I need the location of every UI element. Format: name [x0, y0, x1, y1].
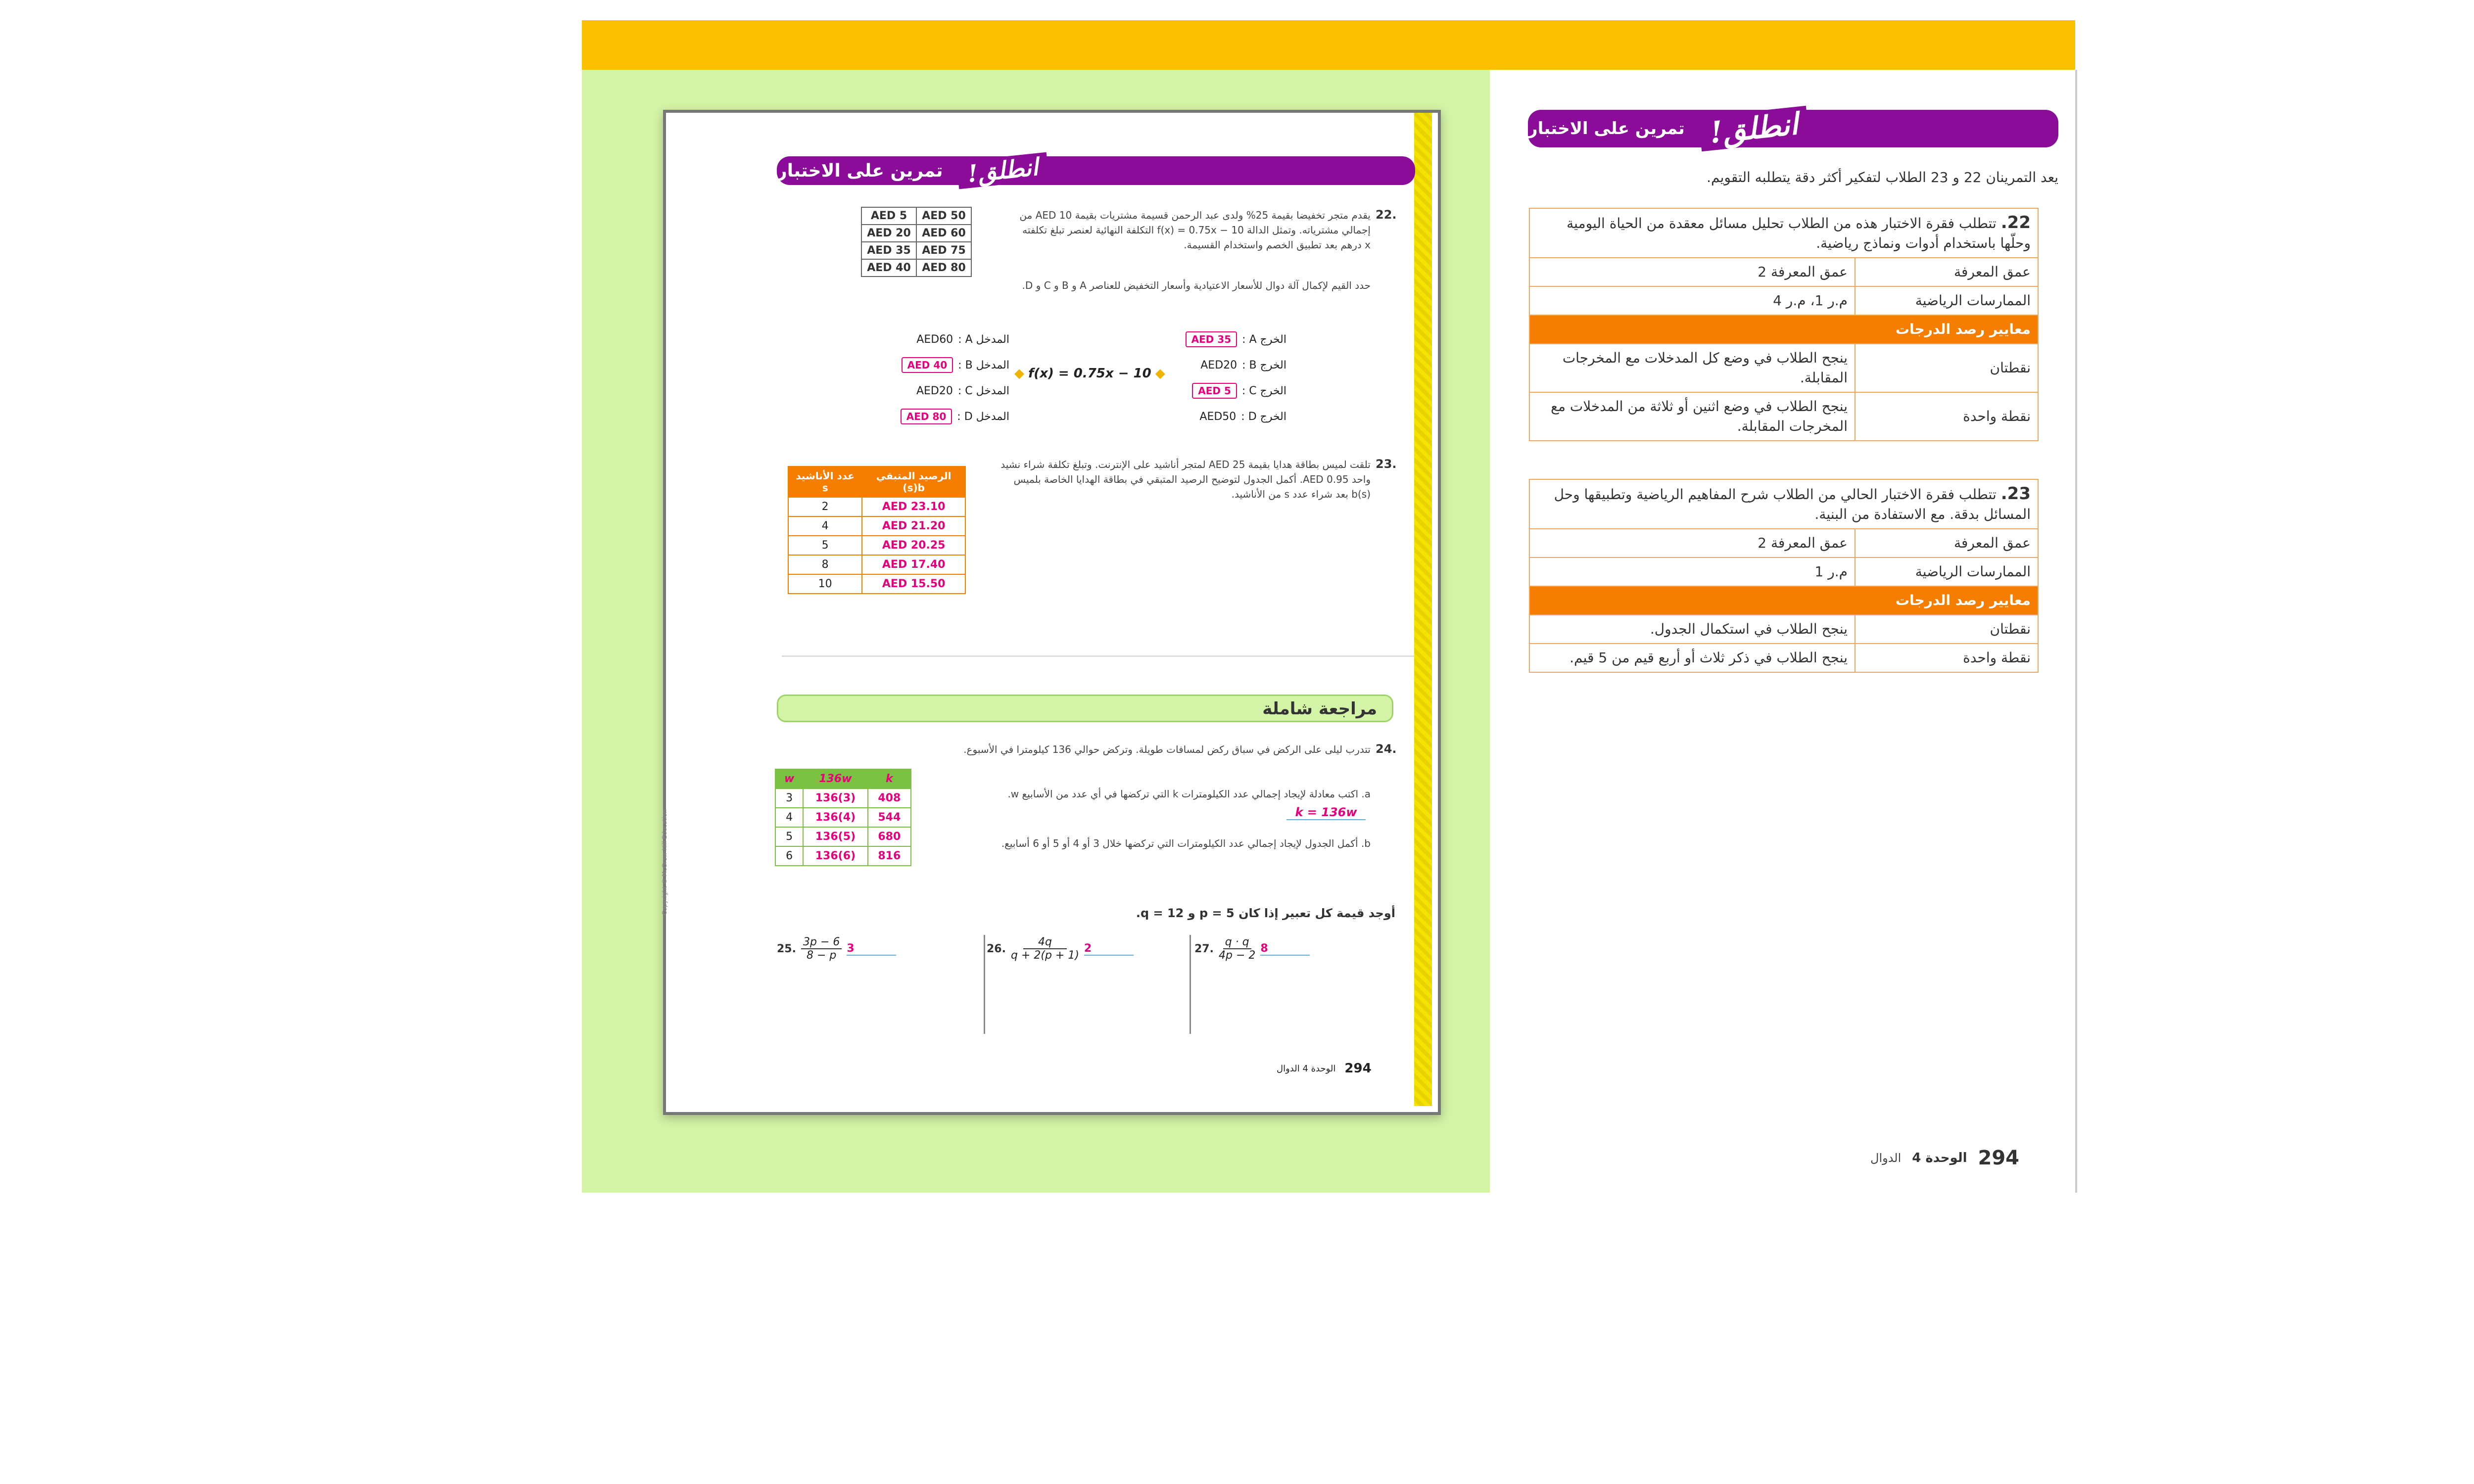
- table-row: م.ر 1، م.ر 4 الممارسات الرياضية: [1529, 286, 2038, 315]
- price-table: [861, 207, 972, 277]
- answer: 8: [1260, 942, 1310, 956]
- table-row: AED 40 AED 80: [861, 259, 971, 277]
- guide-footer-unit-sub: الدوال: [1870, 1151, 1902, 1165]
- machine-inputs: [891, 326, 1009, 429]
- guide-footer: [1870, 1147, 2019, 1169]
- machine-outputs: [1173, 326, 1286, 429]
- guide-q22-number: 22.: [2000, 213, 2031, 232]
- output-row: AED50 الخرج D :: [1199, 410, 1286, 423]
- q24b-text: b. أكمل الجدول لإيجاد إجمالي عدد الكيلومترات التي تركضها خلال 3 أو 4 أو 5 أو 6 أسابيع.: [1001, 837, 1371, 849]
- answer: 3: [847, 942, 896, 956]
- table-row: AED 5 AED 50: [861, 207, 971, 225]
- q23-number: 23.: [1376, 457, 1397, 471]
- guide-q23-block: [1529, 479, 2039, 673]
- input-row: AED 40 المدخل B :: [891, 352, 1009, 378]
- sheet-banner: [777, 153, 1415, 188]
- fraction: 4q q + 2(p + 1): [1010, 936, 1079, 962]
- table-row: 23. تتطلب فقرة الاختبار الحالي من الطلاب شرح المفاهيم الرياضية وتطبيقها وحل المسائل بدقة. مع الاستفادة من البنية.: [1529, 479, 2038, 529]
- copyright-note: Copyright © McGraw-Hill Education: [661, 809, 668, 915]
- arrow-icon: ◆: [1155, 366, 1165, 381]
- table-row: 4 AED 21.20: [788, 516, 965, 536]
- q22-number: 22.: [1376, 208, 1397, 222]
- machine-function: f(x) = 0.75x − 10: [1028, 366, 1151, 381]
- table-row: عمق المعرفة 2 عمق المعرفة: [1529, 258, 2038, 286]
- table-row: 8 AED 17.40: [788, 555, 965, 574]
- q23-text: تلقت لميس بطاقة هدايا بقيمة 25 AED لمتجر أناشيد على الإنترنت. وتبلغ تكلفة شراء نشيد واحد 0.95 AED. أكمل الجدول لتوضيح الرصيد المتبقي في بطاقة الهدايا الخاصة بلميس (s)b بعد شراء عدد s من الأناشيد.: [1000, 459, 1371, 500]
- table-row: AED 20 AED 60: [861, 225, 971, 242]
- top-accent-bar: [582, 20, 2075, 70]
- q24-number: 24.: [1376, 742, 1397, 756]
- expr-27: 27. q · q 4p − 2 8: [1194, 936, 1392, 962]
- guide-footer-unit: الوحدة 4: [1912, 1151, 1967, 1165]
- answer: 2: [1084, 942, 1134, 956]
- arrow-icon: ◆: [1014, 366, 1024, 381]
- function-machine: [1014, 366, 1173, 381]
- table-header-row: عدد الأناشيد s الرصيد المتبقي (s)b: [788, 466, 965, 497]
- rubric-header-row: معايير رصد الدرجات: [1529, 315, 2038, 344]
- guide-q22-table: [1529, 208, 2039, 441]
- table-row: 5 136(5) 680: [775, 827, 911, 846]
- sheet-banner-title: تمرين على الاختبار: [777, 160, 943, 181]
- table-row: AED 35 AED 75: [861, 242, 971, 259]
- review-bar: [777, 695, 1393, 722]
- output-row: AED 5 الخرج C :: [1173, 378, 1286, 404]
- guide-banner-title: تمرين على الاختبار: [1528, 119, 1685, 139]
- table-row: 5 AED 20.25: [788, 536, 965, 555]
- input-row: AED20 المدخل C :: [916, 384, 1009, 397]
- table-row: ينجح الطلاب في ذكر ثلاث أو أربع قيم من 5 قيم. نقطة واحدة: [1529, 644, 2038, 672]
- column-divider: [1189, 935, 1191, 1034]
- evaluate-prompt: أوجد قيمة كل تعبير إذا كان p = 5 و q = 12.: [1136, 906, 1395, 920]
- table-row: 3 136(3) 408: [775, 788, 911, 808]
- review-title: مراجعة شاملة: [1262, 699, 1377, 719]
- table-row: 2 AED 23.10: [788, 497, 965, 516]
- table-row: م.ر 1 الممارسات الرياضية: [1529, 557, 2038, 586]
- table-header-row: w 136w k: [775, 769, 911, 788]
- fraction: 3p − 6 8 − p: [801, 936, 842, 962]
- table-row: ينجح الطلاب في وضع كل المدخلات مع المخرجات المقابلة. نقطتان: [1529, 344, 2038, 392]
- input-row: AED60 المدخل A :: [916, 333, 1009, 346]
- expr-26: 26. 4q q + 2(p + 1) 2: [987, 936, 1185, 962]
- guide-page-number: 294: [1978, 1147, 2020, 1169]
- table-row: 22. تتطلب فقرة الاختبار هذه من الطلاب تحليل مسائل معقدة من الحياة اليومية وحلّها باستخدام أدوات ونماذج رياضية.: [1529, 208, 2038, 258]
- section-divider: [782, 655, 1414, 657]
- output-row: AED 35 الخرج A :: [1173, 326, 1286, 352]
- table-row: 10 AED 15.50: [788, 574, 965, 594]
- sheet-footer-unit: الوحدة 4 الدوال: [1277, 1063, 1336, 1074]
- column-divider: [984, 935, 985, 1034]
- q22-task: حدد القيم لإكمال آلة دوال للأسعار الاعتيادية وأسعار التخفيض للعناصر A و B و C و D.: [1022, 279, 1371, 291]
- student-page-thumbnail: [663, 110, 1441, 1115]
- yellow-edge-stripe: [1414, 113, 1432, 1106]
- go-logo: انطلق!: [956, 152, 1049, 189]
- guide-q23-table: [1529, 479, 2039, 673]
- go-logo: انطلق!: [1698, 106, 1809, 151]
- q24a-answer: k = 136w: [1286, 805, 1366, 820]
- guide-banner: [1528, 106, 2058, 151]
- sheet-page-number: 294: [1344, 1061, 1372, 1076]
- guide-q22-block: [1529, 208, 2039, 441]
- q24a-text: a. اكتب معادلة لإيجاد إجمالي عدد الكيلومترات k التي تركضها في أي عدد من الأسابيع w.: [1007, 788, 1371, 800]
- table-row: عمق المعرفة 2 عمق المعرفة: [1529, 529, 2038, 557]
- rubric-header-row: معايير رصد الدرجات: [1529, 586, 2038, 615]
- sheet-footer: [1277, 1061, 1372, 1076]
- guide-intro: يعد التمرينان 22 و 23 الطلاب لتفكير أكثر دقة يتطلبه التقويم.: [1707, 169, 2058, 186]
- output-row: AED20 الخرج B :: [1200, 359, 1286, 371]
- guide-q23-number: 23.: [2000, 484, 2031, 504]
- expr-25: 25. 3p − 6 8 − p 3: [777, 936, 975, 962]
- songs-table: [788, 466, 966, 594]
- q22-text: يقدم متجر تخفيضا بقيمة 25% ولدى عبد الرحمن قسيمة مشتريات بقيمة 10 AED من إجمالي مشترياته. وتمثل الدالة f(x) = 0.75x − 10 التكلفة النهائية لعنصر تبلغ تكلفته x درهم بعد تطبيق الخصم واستخدام القسيمة.: [1019, 209, 1371, 251]
- table-row: ينجح الطلاب في استكمال الجدول. نقطتان: [1529, 615, 2038, 644]
- table-row: ينجح الطلاب في وضع اثنين أو ثلاثة من المدخلات مع المخرجات المقابلة. نقطة واحدة: [1529, 392, 2038, 441]
- table-row: 4 136(4) 544: [775, 808, 911, 827]
- distance-table: [775, 769, 911, 866]
- input-row: AED 80 المدخل D :: [891, 404, 1009, 429]
- fraction: q · q 4p − 2: [1218, 936, 1256, 962]
- table-row: 6 136(6) 816: [775, 846, 911, 866]
- q24-text: تتدرب ليلى على الركض في سباق ركض لمسافات طويلة. وتركض حوالي 136 كيلومترا في الأسبوع.: [963, 743, 1371, 755]
